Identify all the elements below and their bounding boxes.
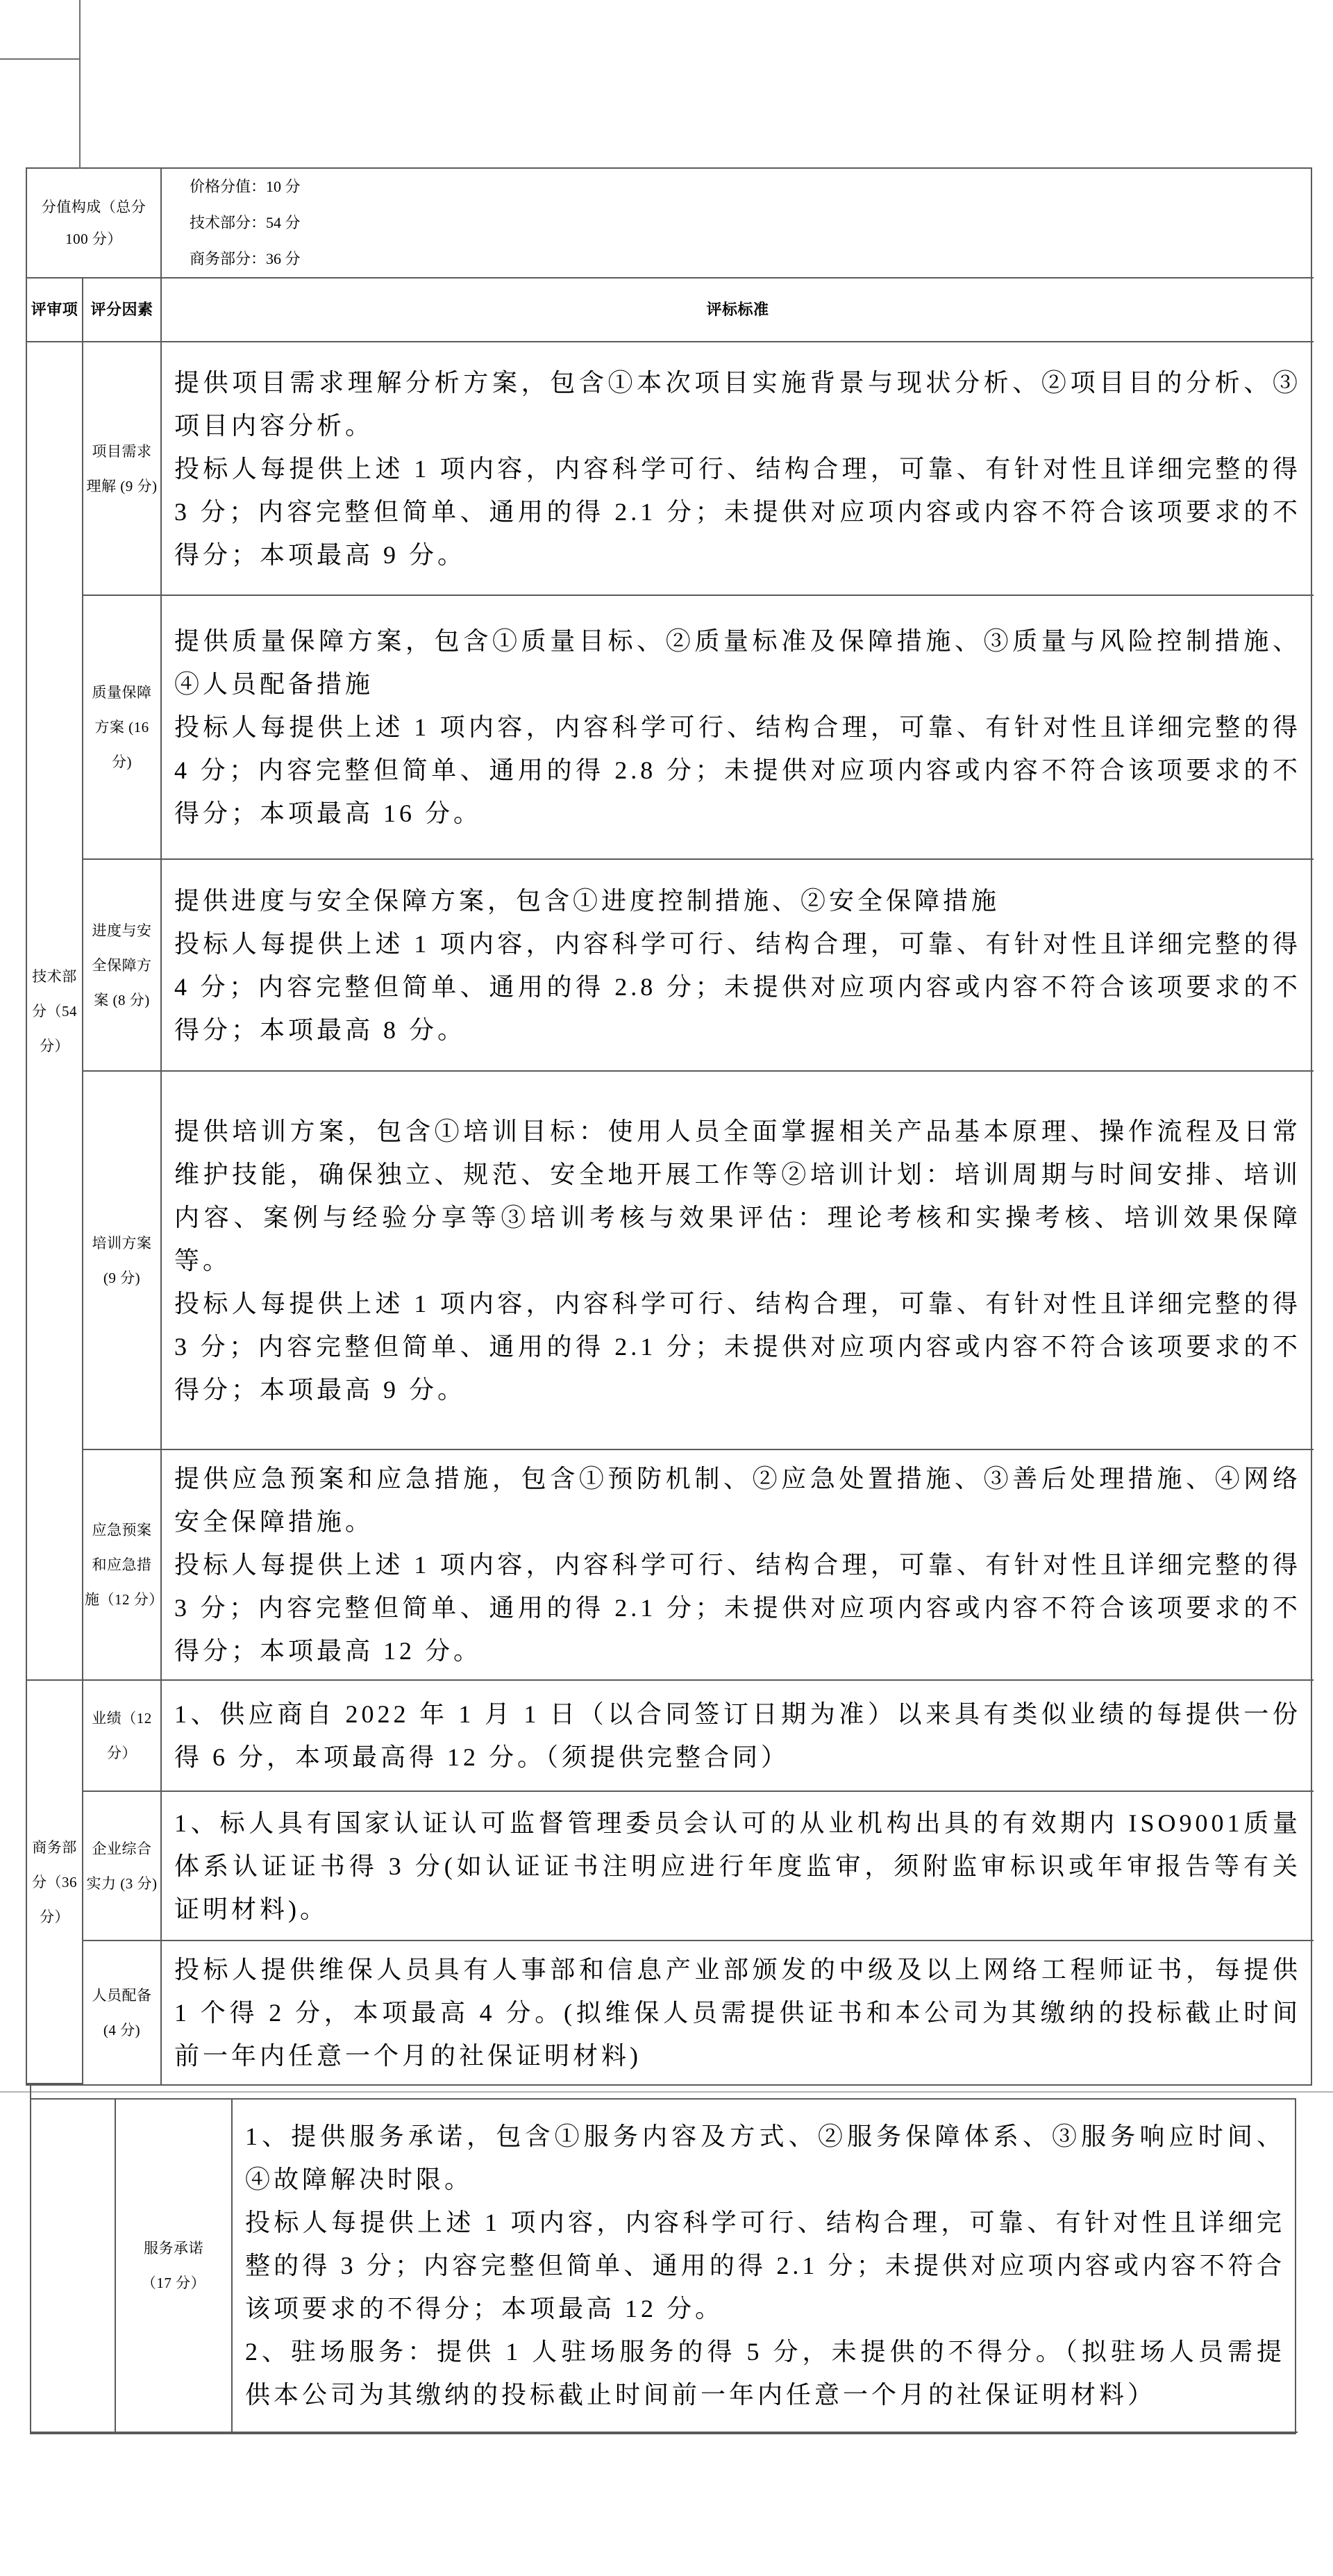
factor-cell-training-plan — [83, 1072, 162, 1450]
section-label-technical-text: 技术部分（54 分） — [32, 967, 77, 1054]
score-item-price: 价格分值：10 分 — [190, 178, 301, 195]
evaluation-criteria-table-continued — [30, 2098, 1296, 2434]
criteria-paragraph: 投标人每提供上述 1 项内容，内容科学可行、结构合理，可靠、有针对性且详细完整的得 3 分；内容完整但简单、通用的得 2.1 分；未提供对应项内容或内容不符合该项要求的不得分；本项最高 9 分。 — [174, 454, 1301, 569]
factor-label: 应急预案和应急措施（12 分） — [85, 1522, 164, 1608]
factor-cell-schedule-safety — [83, 860, 162, 1072]
criteria-paragraph: 1、提供服务承诺，包含①服务内容及方式、②服务保障体系、③服务响应时间、④故障解决时限。 — [245, 2122, 1285, 2193]
factor-label: 人员配备 (4 分) — [92, 1987, 152, 2038]
criteria-paragraph: 投标人每提供上述 1 项内容，内容科学可行、结构合理，可靠、有针对性且详细完整的得 4 分；内容完整但简单、通用的得 2.8 分；未提供对应项内容或内容不符合该项要求的不得分；本项最高 16 分。 — [174, 713, 1301, 827]
criteria-cell-staffing — [162, 1941, 1314, 2084]
factor-cell-project-understanding — [83, 342, 162, 596]
score-composition-label: 分值构成（总分 100 分） — [41, 199, 146, 247]
criteria-cell-schedule-safety — [162, 860, 1314, 1072]
header-scoring-factor — [83, 279, 162, 342]
factor-label: 质量保障方案 (16 分) — [92, 684, 152, 770]
criteria-paragraph: 投标人每提供上述 1 项内容，内容科学可行、结构合理，可靠、有针对性且详细完整的得 4 分；内容完整但简单、通用的得 2.8 分；未提供对应项内容或内容不符合该项要求的不得分；本项最高 8 分。 — [174, 929, 1301, 1044]
criteria-paragraph: 2、驻场服务：提供 1 人驻场服务的得 5 分，未提供的不得分。（拟驻场人员需提供本公司为其缴纳的投标截止时间前一年内任意一个月的社保证明材料） — [245, 2338, 1285, 2409]
criteria-cell-service-commitment — [233, 2100, 1298, 2433]
page-break-line — [0, 2091, 1333, 2093]
criteria-paragraph: 提供进度与安全保障方案，包含①进度控制措施、②安全保障措施 — [174, 886, 1000, 915]
factor-cell-enterprise-strength — [83, 1792, 162, 1941]
factor-label: 服务承诺（17 分） — [141, 2240, 206, 2291]
criteria-paragraph: 1、供应商自 2022 年 1 月 1 日（以合同签订日期为准）以来具有类似业绩的每提供一份得 6 分，本项最高得 12 分。（须提供完整合同） — [174, 1700, 1301, 1771]
header-review-item — [27, 279, 83, 342]
criteria-paragraph: 提供应急预案和应急措施，包含①预防机制、②应急处置措施、③善后处理措施、④网络安全保障措施。 — [174, 1465, 1301, 1536]
factor-label: 业绩（12 分） — [92, 1710, 152, 1761]
factor-cell-emergency-plan — [83, 1450, 162, 1681]
previous-page-table-fragment-vline — [79, 0, 81, 169]
review-item-empty-cell — [31, 2100, 116, 2433]
criteria-paragraph: 提供质量保障方案，包含①质量目标、②质量标准及保障措施、③质量与风险控制措施、④人员配备措施 — [174, 627, 1301, 698]
criteria-cell-performance — [162, 1681, 1314, 1792]
score-item-business: 商务部分：36 分 — [190, 250, 301, 267]
criteria-paragraph: 投标人每提供上述 1 项内容，内容科学可行、结构合理，可靠、有针对性且详细完整的得 3 分；内容完整但简单、通用的得 2.1 分；未提供对应项内容或内容不符合该项要求的不得分；本项最高 12 分。 — [174, 1551, 1301, 1665]
criteria-paragraph: 投标人每提供上述 1 项内容，内容科学可行、结构合理，可靠、有针对性且详细完整的得 3 分；内容完整但简单、通用的得 2.1 分；未提供对应项内容或内容不符合该项要求的不得分；本项最高 12 分。 — [245, 2209, 1285, 2322]
criteria-cell-quality-assurance — [162, 596, 1314, 860]
criteria-paragraph: 1、标人具有国家认证认可监督管理委员会认可的从业机构出具的有效期内 ISO9001质量体系认证证书得 3 分(如认证证书注明应进行年度监审，须附监审标识或年审报告等有关证明材料)。 — [174, 1809, 1301, 1923]
header-criteria-label: 评标标准 — [706, 301, 769, 318]
criteria-cell-emergency-plan — [162, 1450, 1314, 1681]
factor-label: 进度与安全保障方案 (8 分) — [92, 922, 152, 1008]
factor-cell-performance — [83, 1681, 162, 1792]
criteria-paragraph: 提供项目需求理解分析方案，包含①本次项目实施背景与现状分析、②项目目的分析、③项目内容分析。 — [174, 368, 1301, 440]
page-break-band — [0, 2086, 1333, 2098]
header-review-item-label: 评审项 — [31, 301, 78, 318]
section-label-technical — [27, 342, 83, 1681]
criteria-cell-enterprise-strength — [162, 1792, 1314, 1941]
header-scoring-factor-label: 评分因素 — [90, 301, 153, 318]
criteria-paragraph: 投标人每提供上述 1 项内容，内容科学可行、结构合理，可靠、有针对性且详细完整的得 3 分；内容完整但简单、通用的得 2.1 分；未提供对应项内容或内容不符合该项要求的不得分；本项最高 9 分。 — [174, 1289, 1301, 1404]
evaluation-criteria-table — [26, 167, 1312, 2086]
score-composition-label-cell — [27, 169, 162, 279]
score-item-technical: 技术部分：54 分 — [190, 214, 301, 231]
section-label-business-text: 商务部分（36 分） — [32, 1838, 77, 1925]
criteria-paragraph: 提供培训方案，包含①培训目标：使用人员全面掌握相关产品基本原理、操作流程及日常维护技能，确保独立、规范、安全地开展工作等②培训计划：培训周期与时间安排、培训内容、案例与经验分享等③培训考核与效果评估：理论考核和实操考核、培训效果保障等。 — [174, 1117, 1301, 1274]
previous-page-table-fragment-hline — [0, 58, 81, 60]
factor-label: 培训方案 (9 分) — [92, 1234, 152, 1286]
factor-cell-quality-assurance — [83, 596, 162, 860]
factor-cell-staffing — [83, 1941, 162, 2084]
criteria-cell-training-plan — [162, 1072, 1314, 1450]
factor-label: 项目需求理解 (9 分) — [86, 442, 158, 495]
score-composition-values-cell — [162, 169, 1314, 279]
page-break-left-tick — [30, 2086, 31, 2098]
criteria-cell-project-understanding — [162, 342, 1314, 596]
factor-label: 企业综合实力 (3 分) — [86, 1840, 158, 1892]
criteria-paragraph: 投标人提供维保人员具有人事部和信息产业部颁发的中级及以上网络工程师证书，每提供 1 个得 2 分，本项最高 4 分。(拟维保人员需提供证书和本公司为其缴纳的投标截止时间前一年内任意一个月的社保证明材料) — [174, 1956, 1301, 2070]
factor-cell-service-commitment — [116, 2100, 233, 2433]
section-label-business — [27, 1681, 83, 2084]
header-criteria — [162, 279, 1314, 342]
